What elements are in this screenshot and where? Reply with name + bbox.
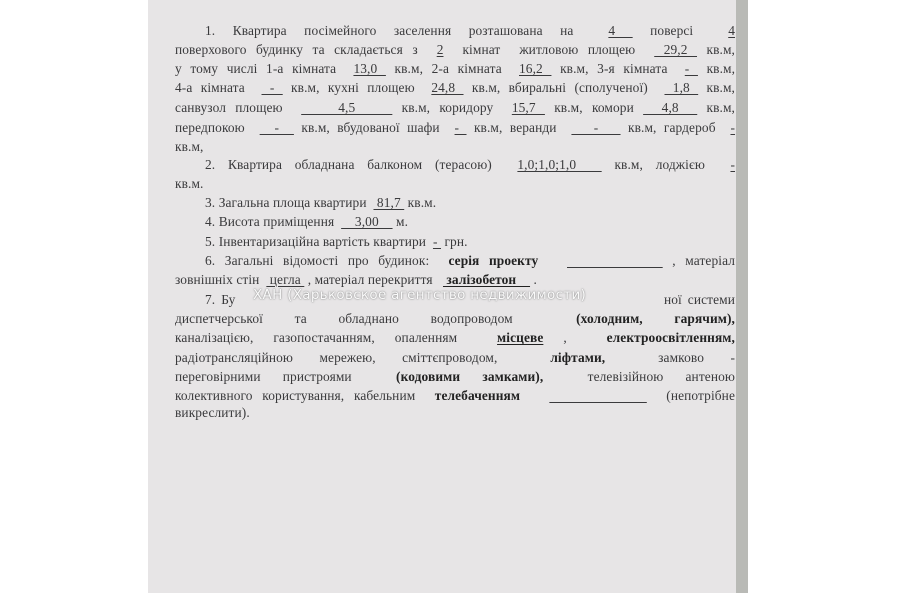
text-segment: колективного користування, кабельним [175,388,426,403]
text-segment: телебаченням [434,388,521,403]
filled-value: 15,7 [511,100,545,115]
text-segment: поверхового будинку та складається з [175,42,428,57]
text-segment: , матеріал перекриття [307,272,440,287]
filled-value: - [730,120,736,135]
text-segment: м. [396,214,409,229]
text-segment: переговірними пристроями [175,369,374,384]
text-segment: (холодним, гарячим), [576,311,735,326]
text-line [205,23,735,39]
text-line [175,272,605,288]
text-segment: у тому числі 1-а кімната [175,61,345,76]
text-segment: 1. Квартира посімейного заселення розташована на [205,23,591,38]
text-line [205,234,525,250]
text-line [205,214,465,230]
text-segment: 5. Інвентаризаційна вартість квартири [205,234,430,249]
text-segment: кв.м, кухні площею [291,80,424,95]
filled-value: 4,8 [643,100,698,115]
text-segment: (кодовими замками), [396,369,544,384]
text-line [175,311,735,327]
text-segment: 2. Квартира обладнана балконом (терасою) [205,157,505,172]
filled-value: 81,7 [373,195,405,210]
text-segment: кв.м, лоджією [614,157,718,172]
text-segment: серія проекту [448,253,539,268]
text-line [175,405,295,421]
text-segment: кімнат житловою площею [452,42,645,57]
text-line [175,42,735,58]
text-segment [530,388,540,403]
text-segment: кв.м. [175,176,204,191]
text-segment: кв.м, [706,42,735,57]
text-segment: кв.м, гардероб [627,120,724,135]
text-segment: 4-а кімната [175,80,254,95]
filled-value: - [259,120,294,135]
filled-value: 1,8 [664,80,699,95]
filled-value: 4 [608,23,633,38]
filled-value: - [571,120,621,135]
text-segment: кв.м, вбудованої шафи [301,120,448,135]
text-segment: 3. Загальна площа квартири [205,195,371,210]
text-segment: грн. [444,234,468,249]
filled-value: 16,2 [519,61,552,76]
text-segment [548,253,558,268]
text-line [175,120,735,136]
text-segment: кв.м, [706,80,735,95]
text-segment: кв.м, комори [554,100,634,115]
text-segment: кв.м, коридору [401,100,503,115]
filled-value: цегла [266,272,305,287]
text-line [205,157,735,173]
filled-value: залізобетон [442,272,531,287]
filled-value: - [261,80,283,95]
text-line [175,61,735,77]
text-segment: , матеріал [672,253,736,268]
text-segment: каналізацією, газопостачанням, опаленням [175,330,478,345]
filled-value: 4,5 [301,100,393,115]
filled-value: - [684,61,698,76]
text-segment: кв.м. [407,195,437,210]
text-segment: телевізійною антеною [565,369,735,384]
text-segment: кв.м, 3-я кімната [560,61,677,76]
text-segment: ної системи [663,292,735,307]
watermark: ХАН (Харьковское агентство недвижимости) [253,287,587,303]
text-line [175,176,215,192]
text-line [175,100,735,116]
text-line [175,80,735,96]
filled-value: місцеве [497,330,544,345]
filled-value: 13,0 [353,61,386,76]
text-line [175,388,735,404]
text-segment: ліфтами, [550,350,606,365]
text-line [175,139,215,155]
text-segment: . [533,272,537,287]
filled-value: 4 [728,23,736,38]
text-segment: 4. Висота приміщення [205,214,338,229]
filled-value: - [432,234,441,249]
text-segment: зовнішніх стін [175,272,263,287]
filled-value: 29,2 [654,42,698,57]
filled-value [567,253,663,268]
text-segment: кв.м, 2-а кімната [394,61,511,76]
text-line [205,195,505,211]
text-line [205,253,735,269]
text-segment: передпокою [175,120,253,135]
text-segment: поверсі [650,23,711,38]
filled-value: 24,8 [431,80,464,95]
text-segment: кв.м, веранди [473,120,564,135]
text-segment: кв.м, [706,100,735,115]
text-segment: кв.м, вбиральні (сполученої) [471,80,657,95]
text-segment: санвузол площею [175,100,292,115]
text-segment: замково - [631,350,736,365]
text-segment: викреслити). [175,405,250,420]
filled-value: - [454,120,467,135]
text-segment: диспетчерської та обладнано водопроводом [175,311,545,326]
text-segment: електроосвітленням, [606,330,735,345]
text-line [175,330,735,346]
text-segment: 6. Загальні відомості про будинок: [205,253,439,268]
filled-value: - [730,157,736,172]
filled-value [549,388,646,403]
text-line [175,350,735,366]
page-edge [736,0,748,593]
text-segment: 7. Бу [205,292,236,307]
text-segment: , [563,330,587,345]
filled-value: 1,0;1,0;1,0 [517,157,602,172]
text-segment: кв.м, [175,139,204,154]
text-segment: кв.м, [706,61,736,76]
text-segment: радіотрансляційною мережею, сміттєпроводом, [175,350,524,365]
filled-value: 2 [436,42,444,57]
text-line [175,369,735,385]
filled-value: 3,00 [341,214,393,229]
text-segment: (непотрібне [656,388,735,403]
